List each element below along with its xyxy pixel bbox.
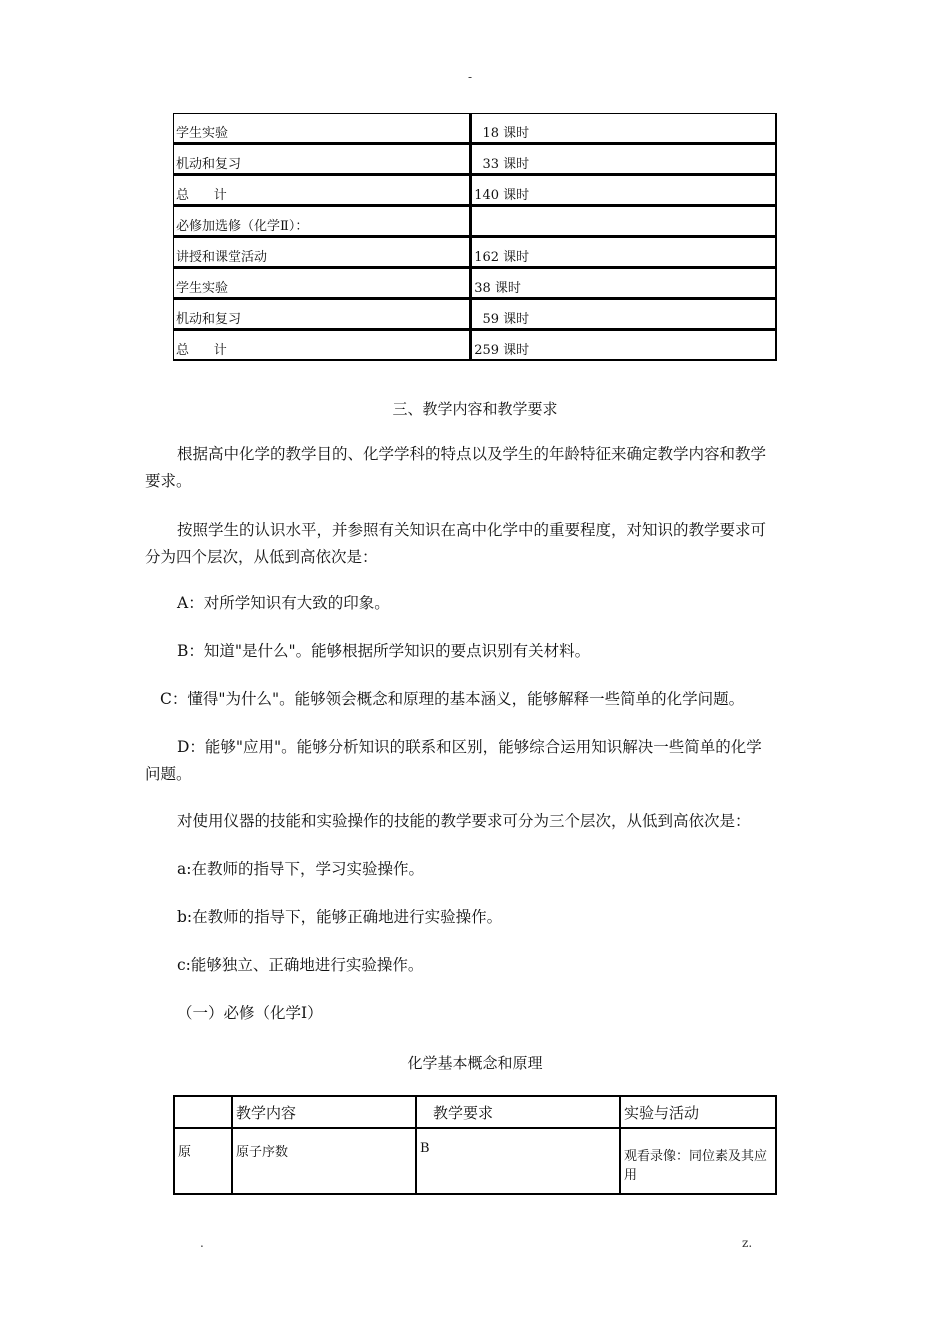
footer-left-mark: . [200, 1236, 204, 1250]
hours-value-cell [471, 330, 777, 361]
skill-c: c:能够独立、正确地进行实验操作。 [177, 956, 424, 974]
content-table [173, 1095, 777, 1195]
hours-value-label: 18 课时 [474, 126, 530, 141]
hours-table-row [173, 237, 777, 268]
table2-header-cell: 教学要求 [416, 1096, 620, 1128]
table2-cell: B [416, 1128, 620, 1194]
hours-table-row [173, 144, 777, 175]
skill-a: a:在教师的指导下，学习实验操作。 [177, 860, 424, 878]
table2-cell: 原 [174, 1128, 232, 1194]
hours-value-label: 33 课时 [474, 157, 530, 172]
section-title: 三、教学内容和教学要求 [392, 400, 558, 418]
hours-value-cell [471, 299, 777, 330]
table2-title: 化学基本概念和原理 [407, 1054, 543, 1072]
level-a: A：对所学知识有大致的印象。 [177, 594, 390, 612]
table2-header-cell: 实验与活动 [620, 1096, 776, 1128]
level-d-line-1: D：能够"应用"。能够分析知识的联系和区别，能够综合运用知识解决一些简单的化学 [177, 738, 762, 756]
hours-table-row [173, 330, 777, 361]
page-header-mark: - [468, 70, 473, 84]
hours-item-label: 总 计 [176, 188, 227, 203]
hours-item-cell [173, 268, 471, 299]
subsection-heading: （一）必修（化学Ⅰ） [177, 1004, 323, 1022]
level-c: C：懂得"为什么"。能够领会概念和原理的基本涵义，能够解释一些简单的化学问题。 [160, 690, 745, 708]
hours-value-cell [471, 268, 777, 299]
hours-item-cell [173, 144, 471, 175]
hours-value-cell [471, 175, 777, 206]
hours-value-cell [471, 206, 777, 237]
hours-value-label: 38 课时 [474, 281, 521, 296]
hours-item-label: 讲授和课堂活动 [176, 250, 268, 265]
hours-table-row [173, 206, 777, 237]
hours-item-label: 必修加选修（化学Ⅱ）： [176, 219, 309, 234]
hours-item-cell [173, 299, 471, 330]
table2-cell: 原子序数 [232, 1128, 416, 1194]
level-d-line-2: 问题。 [145, 765, 192, 783]
hours-item-cell [173, 175, 471, 206]
hours-table [173, 113, 777, 361]
paragraph-2-line-1: 按照学生的认识水平，并参照有关知识在高中化学中的重要程度，对知识的教学要求可 [177, 521, 767, 539]
level-b: B：知道"是什么"。能够根据所学知识的要点识别有关材料。 [177, 642, 591, 660]
table2-header-cell: 教学内容 [232, 1096, 416, 1128]
hours-item-cell [173, 237, 471, 268]
hours-item-label: 学生实验 [176, 126, 229, 141]
paragraph-1-line-2: 要求。 [145, 472, 192, 490]
table2-cell: 观看录像：同位素及其应用 [620, 1128, 776, 1194]
hours-item-cell [173, 330, 471, 361]
hours-value-label: 140 课时 [474, 188, 530, 203]
hours-item-label: 总 计 [176, 343, 227, 358]
hours-value-cell [471, 113, 777, 144]
hours-table-row [173, 268, 777, 299]
hours-table-row [173, 113, 777, 144]
hours-item-cell [173, 113, 471, 144]
hours-table-row [173, 175, 777, 206]
hours-item-label: 机动和复习 [176, 157, 242, 172]
hours-item-cell [173, 206, 471, 237]
footer-right-mark: z. [742, 1236, 753, 1250]
hours-value-cell [471, 237, 777, 268]
hours-value-label: 162 课时 [474, 250, 530, 265]
hours-value-cell [471, 144, 777, 175]
hours-value-label: 259 课时 [474, 343, 530, 358]
paragraph-1-line-1: 根据高中化学的教学目的、化学学科的特点以及学生的年龄特征来确定教学内容和教学 [177, 445, 767, 463]
paragraph-2-line-2: 分为四个层次，从低到高依次是： [145, 548, 378, 566]
skill-b: b:在教师的指导下，能够正确地进行实验操作。 [177, 908, 503, 926]
skills-intro: 对使用仪器的技能和实验操作的技能的教学要求可分为三个层次，从低到高依次是： [177, 812, 751, 830]
table2-header-cell [174, 1096, 232, 1128]
hours-item-label: 机动和复习 [176, 312, 242, 327]
hours-value-label: 59 课时 [474, 312, 530, 327]
hours-table-row [173, 299, 777, 330]
hours-item-label: 学生实验 [176, 281, 229, 296]
